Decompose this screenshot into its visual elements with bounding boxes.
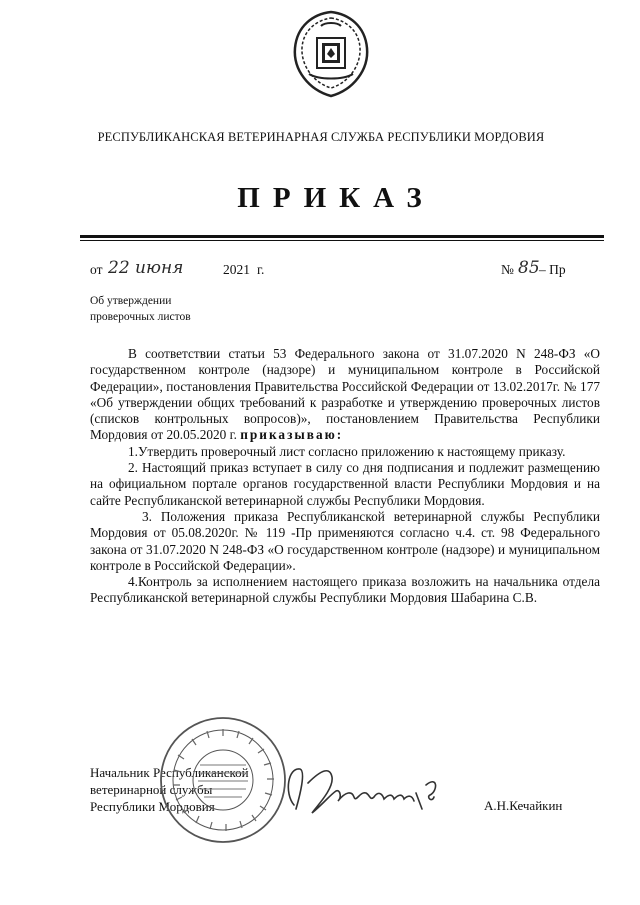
subject-line-2: проверочных листов <box>90 311 191 323</box>
handwritten-date: 22 июня <box>108 258 184 278</box>
number-suffix: – Пр <box>539 262 566 277</box>
number-prefix: № <box>501 262 514 277</box>
order-word: приказываю: <box>240 427 344 443</box>
signer-position-line-2: ветеринарной службы <box>90 782 213 797</box>
preamble-text: В соответствии статьи 53 Федерального закона от 31.07.2020 N 248-ФЗ «О государственном контроле (надзоре) и муниципальном контроле в Российской Федерации», постановления Правительства Российской Федерации от 13.02.2017г. № 177 «Об утверждении общих требований к разработке и утверждению проверочных листов (списков контрольных вопросов)», постановлением Правительства Республики Мордовия от 20.05.2020 г. <box>90 346 600 443</box>
signer-position-line-1: Начальник Республиканской <box>90 765 249 780</box>
subject-line-1: Об утверждении <box>90 295 172 307</box>
year-suffix: г. <box>257 262 265 277</box>
coat-of-arms-emblem <box>287 8 375 100</box>
signer-name: А.Н.Кечайкин <box>484 798 563 813</box>
official-seal-stamp <box>158 715 288 845</box>
order-item-3: 3. Положения приказа Республиканской ветеринарной службы Республики Мордовия от 05.08.2020г. № 119 -Пр применяются согласно ч.4. ст. 98 Федерального закона от 31.07.2020 N 248-ФЗ «О государственном контроле (надзоре) и муниципальном контроле в Российской Федерации». <box>90 508 600 573</box>
signer-position-line-3: Республики Мордовия <box>90 799 215 814</box>
date-number-row <box>90 257 590 283</box>
document-title: ПРИКАЗ <box>237 182 435 214</box>
header-divider-thin <box>80 240 604 241</box>
preamble-paragraph <box>90 346 600 444</box>
organization-name: РЕСПУБЛИКАНСКАЯ ВЕТЕРИНАРНАЯ СЛУЖБА РЕСПУБЛИКИ МОРДОВИЯ <box>97 130 545 144</box>
order-body <box>90 346 600 607</box>
order-item-4: 4.Контроль за исполнением настоящего приказа возложить на начальника отдела Республиканской ветеринарной службы Республики Мордовия Шабарина С.В. <box>90 574 600 606</box>
order-item-1: 1.Утвердить проверочный лист согласно приложению к настоящему приказу. <box>128 443 566 459</box>
order-item-2: 2. Настоящий приказ вступает в силу со дня подписания и подлежит размещению на официальном портале органов государственной власти Республики Мордовия и на сайте Республиканской ветеринарной службы Республики Мордовия. <box>90 460 600 508</box>
handwritten-signature <box>276 755 446 825</box>
header-divider-thick <box>80 235 604 238</box>
handwritten-number: 85 <box>518 258 540 278</box>
order-subject <box>90 293 191 325</box>
order-year: 2021 <box>223 262 250 277</box>
date-prefix: от <box>90 262 103 277</box>
